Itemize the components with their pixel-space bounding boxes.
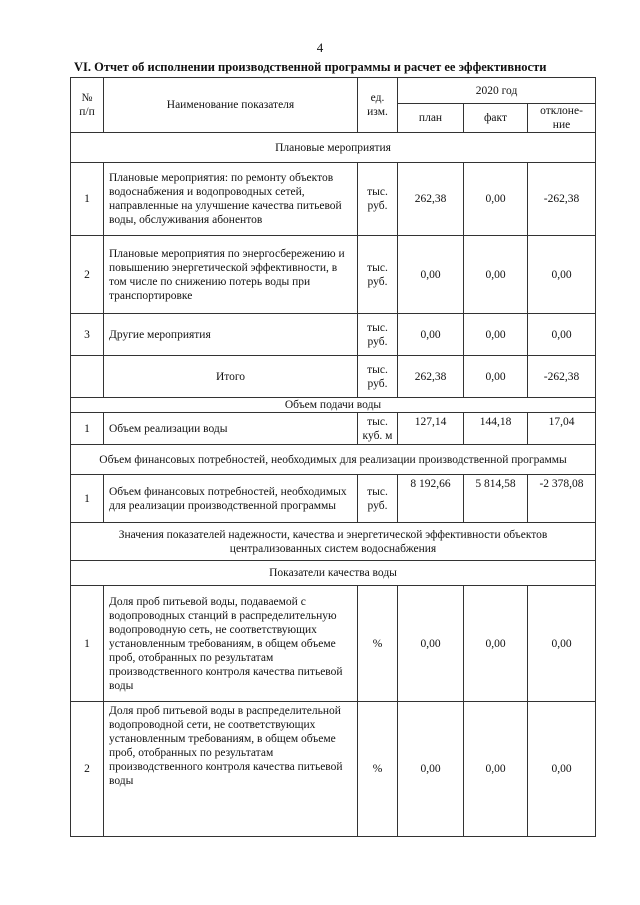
row-fact: 5 814,58: [464, 475, 528, 523]
row-unit: тыс. руб.: [358, 314, 398, 356]
row-plan: 8 192,66: [398, 475, 464, 523]
row-unit: тыс. руб.: [358, 163, 398, 236]
section-finance: Объем финансовых потребностей, необходимых для реализации производственной программы: [71, 445, 596, 475]
row-unit: тыс. куб. м: [358, 413, 398, 445]
header-year: 2020 год: [398, 78, 596, 104]
section-supply: Объем подачи воды: [71, 398, 596, 413]
row-plan: 262,38: [398, 163, 464, 236]
row-plan: 127,14: [398, 413, 464, 445]
row-deviation: 0,00: [528, 586, 596, 702]
header-unit: ед. изм.: [358, 78, 398, 133]
section-quality: Показатели качества воды: [71, 561, 596, 586]
row-num: 2: [71, 236, 104, 314]
header-fact: факт: [464, 104, 528, 133]
row-fact: 0,00: [464, 314, 528, 356]
row-deviation: 0,00: [528, 314, 596, 356]
row-unit: тыс. руб.: [358, 356, 398, 398]
row-fact: 0,00: [464, 356, 528, 398]
row-name: Плановые мероприятия: по ремонту объектов водоснабжения и водопроводных сетей, направленные на улучшение качества питьевой воды, обслуживания абонентов: [104, 163, 358, 236]
row-deviation: -262,38: [528, 356, 596, 398]
row-plan: 0,00: [398, 702, 464, 837]
row-name: Объем финансовых потребностей, необходимых для реализации производственной программы: [104, 475, 358, 523]
row-num: 1: [71, 586, 104, 702]
report-table: [70, 77, 596, 837]
row-name: Доля проб питьевой воды, подаваемой с водопроводных станций в распределительную водопроводную сеть, не соответствующих установленным требованиям, в общем объеме проб, отобранных по результатам производственного контроля качества питьевой воды: [104, 586, 358, 702]
row-num: 2: [71, 702, 104, 837]
header-deviation: отклоне- ние: [528, 104, 596, 133]
section-row: [71, 523, 596, 561]
row-deviation: 0,00: [528, 702, 596, 837]
row-unit: %: [358, 586, 398, 702]
table-row: [71, 236, 596, 314]
header-name: Наименование показателя: [104, 78, 358, 133]
row-plan: 0,00: [398, 314, 464, 356]
section-row: [71, 398, 596, 413]
row-deviation: 17,04: [528, 413, 596, 445]
row-plan: 262,38: [398, 356, 464, 398]
row-num: [71, 356, 104, 398]
row-unit: %: [358, 702, 398, 837]
row-name: Доля проб питьевой воды в распределительной водопроводной сети, не соответствующих установленным требованиям, в общем объеме проб, отобранных по результатам производственного контроля качества питьевой воды: [104, 702, 358, 837]
page-number: 4: [316, 40, 324, 55]
row-fact: 0,00: [464, 702, 528, 837]
row-name: Плановые мероприятия по энергосбережению и повышению энергетической эффективности, в том числе по снижению потерь воды при транспортировке: [104, 236, 358, 314]
row-name: Объем реализации воды: [104, 413, 358, 445]
section-planned: Плановые мероприятия: [71, 133, 596, 163]
table-row: [71, 163, 596, 236]
row-deviation: -262,38: [528, 163, 596, 236]
row-plan: 0,00: [398, 236, 464, 314]
section-indicators: Значения показателей надежности, качества и энергетической эффективности объектов централизованных систем водоснабжения: [71, 523, 596, 561]
table-row: [71, 413, 596, 445]
table-row: [71, 702, 596, 837]
section-row: [71, 445, 596, 475]
row-name: Итого: [104, 356, 358, 398]
table-row-total: [71, 356, 596, 398]
row-fact: 144,18: [464, 413, 528, 445]
report-title: VI. Отчет об исполнении производственной программы и расчет ее эффективности: [74, 60, 547, 74]
row-deviation: 0,00: [528, 236, 596, 314]
table-row: [71, 475, 596, 523]
row-num: 1: [71, 413, 104, 445]
row-num: 1: [71, 163, 104, 236]
section-row: [71, 133, 596, 163]
row-unit: тыс. руб.: [358, 475, 398, 523]
row-deviation: -2 378,08: [528, 475, 596, 523]
table-row: [71, 586, 596, 702]
section-row: [71, 561, 596, 586]
row-fact: 0,00: [464, 586, 528, 702]
row-fact: 0,00: [464, 236, 528, 314]
row-fact: 0,00: [464, 163, 528, 236]
row-unit: тыс. руб.: [358, 236, 398, 314]
row-num: 3: [71, 314, 104, 356]
row-plan: 0,00: [398, 586, 464, 702]
header-num: № п/п: [71, 78, 104, 133]
header-plan: план: [398, 104, 464, 133]
table-header-row: [71, 78, 596, 104]
row-name: Другие мероприятия: [104, 314, 358, 356]
row-num: 1: [71, 475, 104, 523]
table-row: [71, 314, 596, 356]
